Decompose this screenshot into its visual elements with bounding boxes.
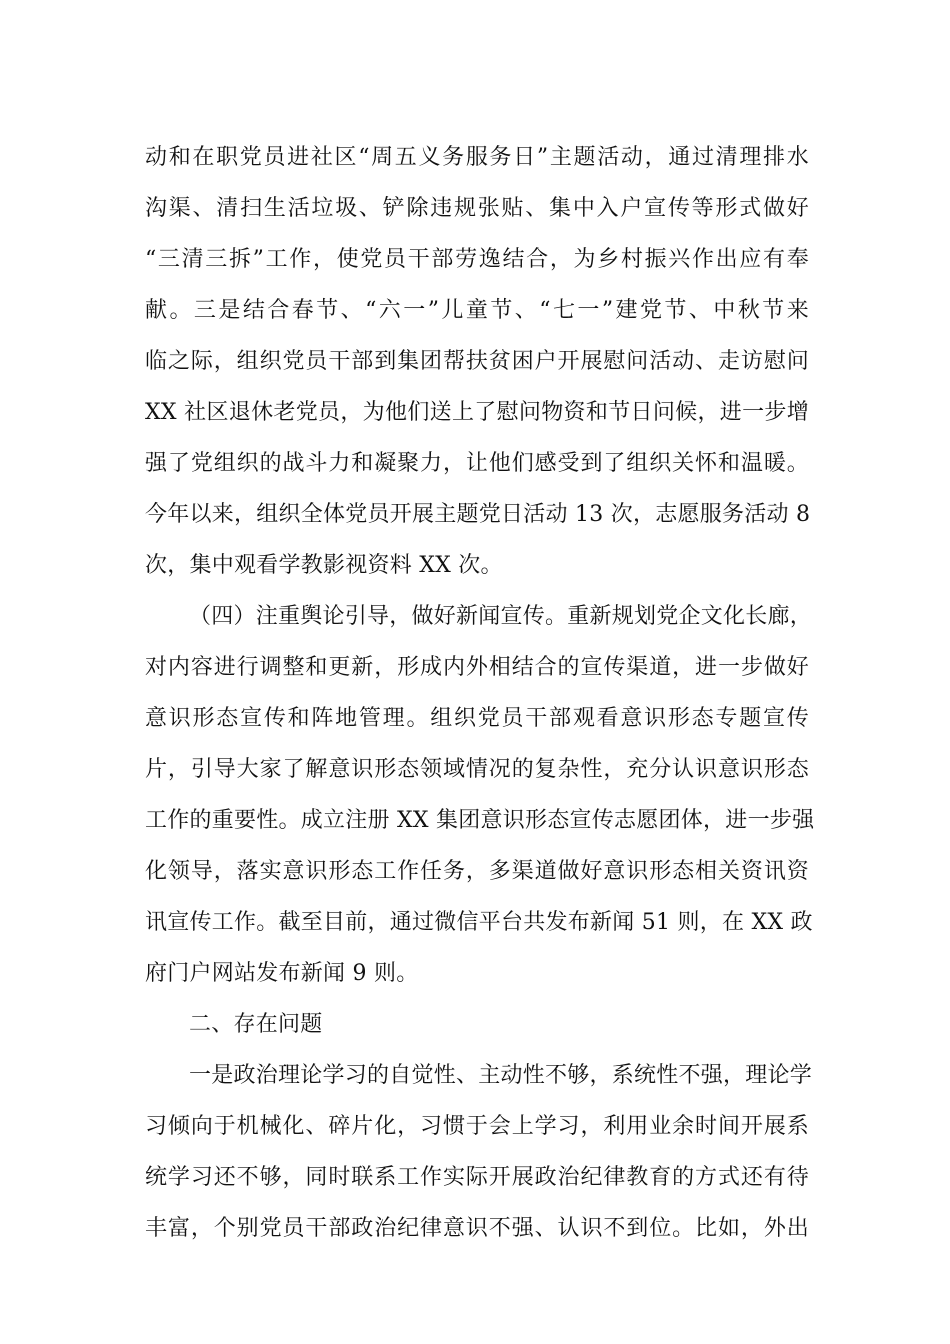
paragraph-line: 化领导，落实意识形态工作任务，多渠道做好意识形态相关资讯资: [145, 859, 809, 884]
paragraph-line: 工作的重要性。成立注册 XX 集团意识形态宣传志愿团体，进一步强: [145, 808, 815, 833]
paragraph-line: XX 社区退休老党员，为他们送上了慰问物资和节日问候，进一步增: [145, 400, 809, 425]
paragraph-line: 府门户网站发布新闻 9 则。: [145, 961, 419, 986]
paragraph-line: 对内容进行调整和更新，形成内外相结合的宣传渠道，进一步做好: [145, 655, 809, 680]
paragraph-line: 动和在职党员进社区“周五义务服务日”主题活动，通过清理排水: [145, 145, 809, 170]
paragraph-line: 沟渠、清扫生活垃圾、铲除违规张贴、集中入户宣传等形式做好: [145, 196, 809, 221]
paragraph-line: 习倾向于机械化、碎片化，习惯于会上学习，利用业余时间开展系: [145, 1114, 809, 1139]
paragraph-line: 统学习还不够，同时联系工作实际开展政治纪律教育的方式还有待: [145, 1165, 809, 1190]
paragraph-line: 意识形态宣传和阵地管理。组织党员干部观看意识形态专题宣传: [145, 706, 809, 731]
paragraph-line: “三清三拆”工作，使党员干部劳逸结合，为乡村振兴作出应有奉: [145, 247, 809, 272]
paragraph-line: 强了党组织的战斗力和凝聚力，让他们感受到了组织关怀和温暖。: [145, 451, 809, 476]
paragraph-line: 片，引导大家了解意识形态领域情况的复杂性，充分认识意识形态: [145, 757, 809, 782]
paragraph-line: 丰富，个别党员干部政治纪律意识不强、认识不到位。比如，外出: [145, 1216, 809, 1241]
paragraph-line: 献。三是结合春节、“六一”儿童节、“七一”建党节、中秋节来: [145, 298, 809, 323]
paragraph-line: 临之际，组织党员干部到集团帮扶贫困户开展慰问活动、走访慰问: [145, 349, 809, 374]
paragraph-line: 今年以来，组织全体党员开展主题党日活动 13 次，志愿服务活动 8: [145, 502, 811, 527]
paragraph-line: 讯宣传工作。截至目前，通过微信平台共发布新闻 51 则，在 XX 政: [145, 910, 813, 935]
section-heading: 二、存在问题: [189, 1012, 323, 1037]
paragraph-line: 次，集中观看学教影视资料 XX 次。: [145, 553, 503, 578]
paragraph-line: 一是政治理论学习的自觉性、主动性不够，系统性不强，理论学: [189, 1063, 813, 1088]
section-heading-line: （四）注重舆论引导，做好新闻宣传。重新规划党企文化长廊，: [189, 604, 813, 629]
